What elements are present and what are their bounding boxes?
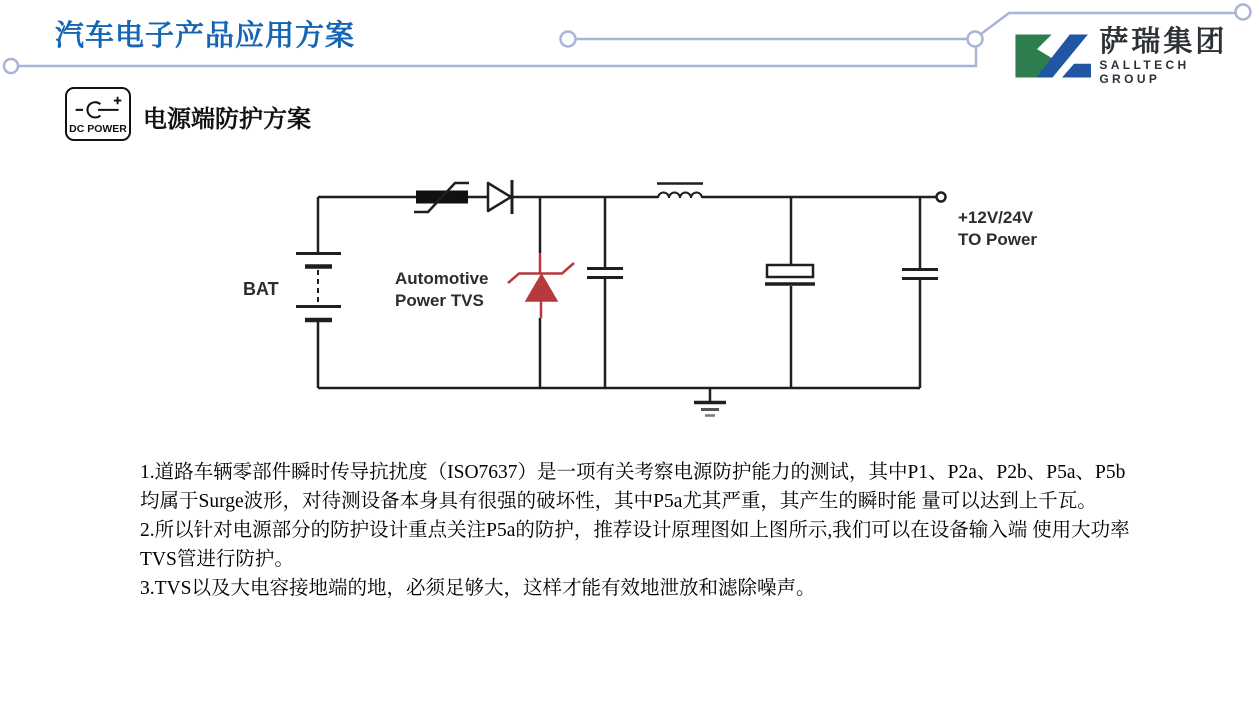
diode-symbol <box>488 180 512 214</box>
note-item: 2.所以针对电源部分的防护设计重点关注P5a的防护，推荐设计原理图如上图所示,我们可以在设备输入端 使用大功率TVS管进行防护。 <box>140 520 1130 570</box>
deco-node-icon <box>4 59 18 73</box>
dc-plug-glyph <box>69 94 127 122</box>
inductor-symbol <box>657 184 703 199</box>
battery-label: BAT <box>243 279 279 299</box>
battery-symbol <box>296 197 341 388</box>
company-logo <box>1012 26 1256 86</box>
capacitor-1-symbol <box>587 197 623 388</box>
note-item: 1.道路车辆零部件瞬时传导抗扰度（ISO7637）是一项有关考察电源防护能力的测试，其中P1、P2a、P2b、P5a、P5b均属于Surge波形，对待测设备本身具有很强的破坏性，其中P5a尤其严重，其产生的瞬时能 量可以达到上千瓦。 <box>140 462 1126 512</box>
output-label-line2: TO Power <box>958 230 1038 249</box>
tvs-label-line1: Automotive <box>395 269 489 288</box>
note-item: 3.TVS以及大电容接地端的地，必须足够大，这样才能有效地泄放和滤除噪声。 <box>140 578 816 599</box>
tvs-diode-symbol <box>508 197 574 388</box>
deco-node-icon <box>561 32 576 47</box>
ground-symbol <box>694 388 726 416</box>
dc-power-icon <box>65 87 131 141</box>
deco-node-icon <box>968 32 983 47</box>
section-heading: 电源端防护方案 <box>143 106 311 133</box>
notes-block <box>140 458 1140 603</box>
logo-name-en: SALLTECH GROUP <box>1099 58 1190 86</box>
salltech-logo-icon <box>1012 30 1091 82</box>
output-terminal <box>937 193 946 202</box>
electrolytic-capacitor-symbol <box>765 197 815 388</box>
logo-name-cn: 萨瑞集团 <box>1099 26 1228 58</box>
fuse-symbol <box>414 183 469 212</box>
tvs-label <box>395 268 489 312</box>
tvs-label-line2: Power TVS <box>395 291 484 310</box>
page-title: 汽车电子产品应用方案 <box>55 20 356 52</box>
output-label-line1: +12V/24V <box>958 208 1034 227</box>
capacitor-3-symbol <box>902 197 938 388</box>
dc-power-icon-label: DC POWER <box>69 123 127 135</box>
output-label <box>958 207 1037 251</box>
circuit-schematic <box>296 180 946 416</box>
deco-node-icon <box>1236 5 1251 20</box>
